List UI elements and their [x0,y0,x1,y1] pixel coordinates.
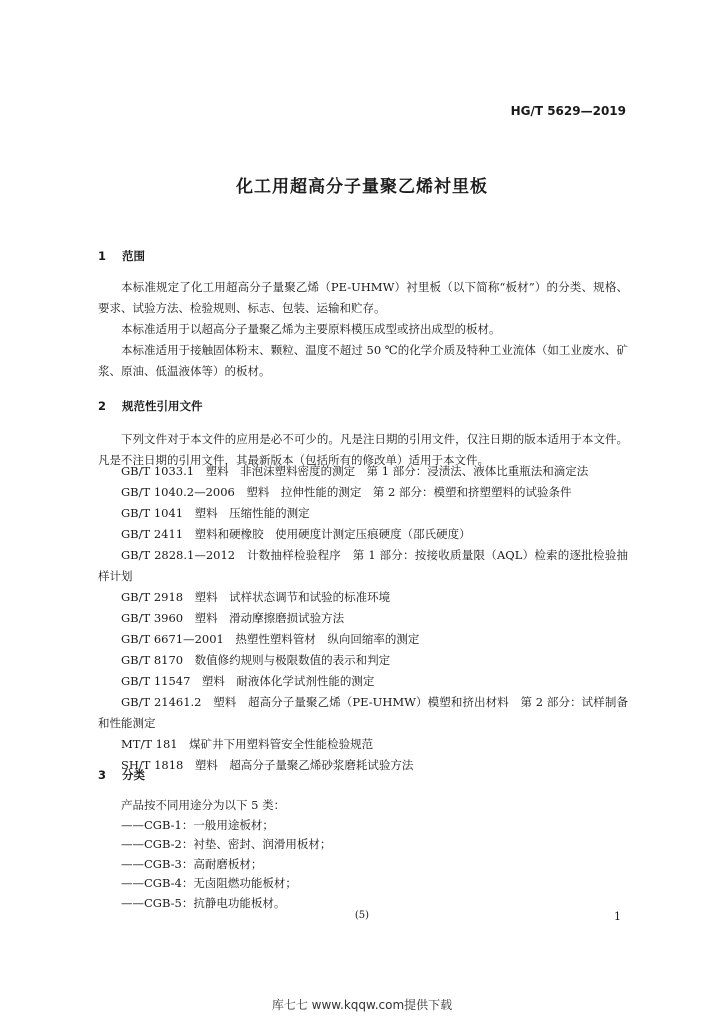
reference-item: GB/T 21461.2 塑料 超高分子量聚乙烯（PE-UHMW）模塑和挤出材料 第 2 部分：试样制备和性能测定 [98,695,628,730]
section-heading-classification [98,767,145,783]
scope-paragraph: 本标准适用于以超高分子量聚乙烯为主要原料模压成型或挤出成型的板材。 [121,322,501,336]
scope-paragraph: 本标准适用于接触固体粉末、颗粒、温度不超过 50 ℃的化学介质及特种工业流体（如工业废水、矿浆、原油、低温液体等）的板材。 [98,343,628,378]
reference-item: MT/T 181 煤矿井下用塑料管安全性能检验规范 [121,737,374,751]
section-title: 分类 [122,768,146,782]
reference-item: GB/T 6671—2001 热塑性塑料管材 纵向回缩率的测定 [121,632,420,646]
reference-item: GB/T 2918 塑料 试样状态调节和试验的标准环境 [121,590,391,604]
reference-item: GB/T 2828.1—2012 计数抽样检验程序 第 1 部分：按接收质量限（AQL）检索的逐批检验抽样计划 [98,548,628,583]
page-number: 1 [614,910,621,923]
classification-item: ——CGB-4：无卤阻燃功能板材； [121,876,297,890]
download-watermark: 库七七 www.kqqw.com提供下载 [271,998,453,1012]
section-title: 规范性引用文件 [122,399,203,413]
section-title: 范围 [122,249,146,263]
classification-intro: 产品按不同用途分为以下 5 类： [121,798,286,812]
document-title: 化工用超高分子量聚乙烯衬里板 [236,177,488,197]
section-number: 3 [98,768,107,782]
reference-item: GB/T 11547 塑料 耐液体化学试剂性能的测定 [121,674,375,688]
reference-item: SH/T 1818 塑料 超高分子量聚乙烯砂浆磨耗试验方法 [121,758,414,772]
section-heading-normative-references [98,398,203,414]
classification-item: ——CGB-3：高耐磨板材； [121,856,263,871]
reference-item: GB/T 2411 塑料和硬橡胶 使用硬度计测定压痕硬度（邵氏硬度） [121,527,471,541]
classification-item: ——CGB-1：一般用途板材； [121,817,274,832]
reference-item: GB/T 3960 塑料 滑动摩擦磨损试验方法 [121,611,345,625]
reference-item: GB/T 8170 数值修约规则与极限数值的表示和判定 [121,653,391,667]
reference-item: GB/T 1033.1 塑料 非泡沫塑料密度的测定 第 1 部分：浸渍法、液体比重瓶法和滴定法 [121,464,589,478]
classification-item: ——CGB-2：衬垫、密封、润滑用板材； [121,837,332,851]
classification-item: ——CGB-5：抗静电功能板材。 [121,895,286,910]
scope-paragraph: 本标准规定了化工用超高分子量聚乙烯（PE-UHMW）衬里板（以下简称“板材”）的分类、规格、要求、试验方法、检验规则、标志、包装、运输和贮存。 [98,280,628,315]
page-center-label: (5) [354,910,370,921]
standard-code: HG/T 5629—2019 [510,104,626,118]
classification-list [121,796,331,913]
reference-item: GB/T 1040.2—2006 塑料 拉伸性能的测定 第 2 部分：模塑和挤塑塑料的试验条件 [121,485,572,499]
section-heading-scope [98,248,145,264]
references-intro: 下列文件对于本文件的应用是必不可少的。凡是注日期的引用文件，仅注日期的版本适用于本文件。凡是不注日期的引用文件，其最新版本（包括所有的修改单）适用于本文件。 [98,432,628,467]
reference-item: GB/T 1041 塑料 压缩性能的测定 [121,506,310,520]
reference-list [98,461,628,776]
section-number: 2 [98,399,107,413]
section-number: 1 [98,249,107,263]
